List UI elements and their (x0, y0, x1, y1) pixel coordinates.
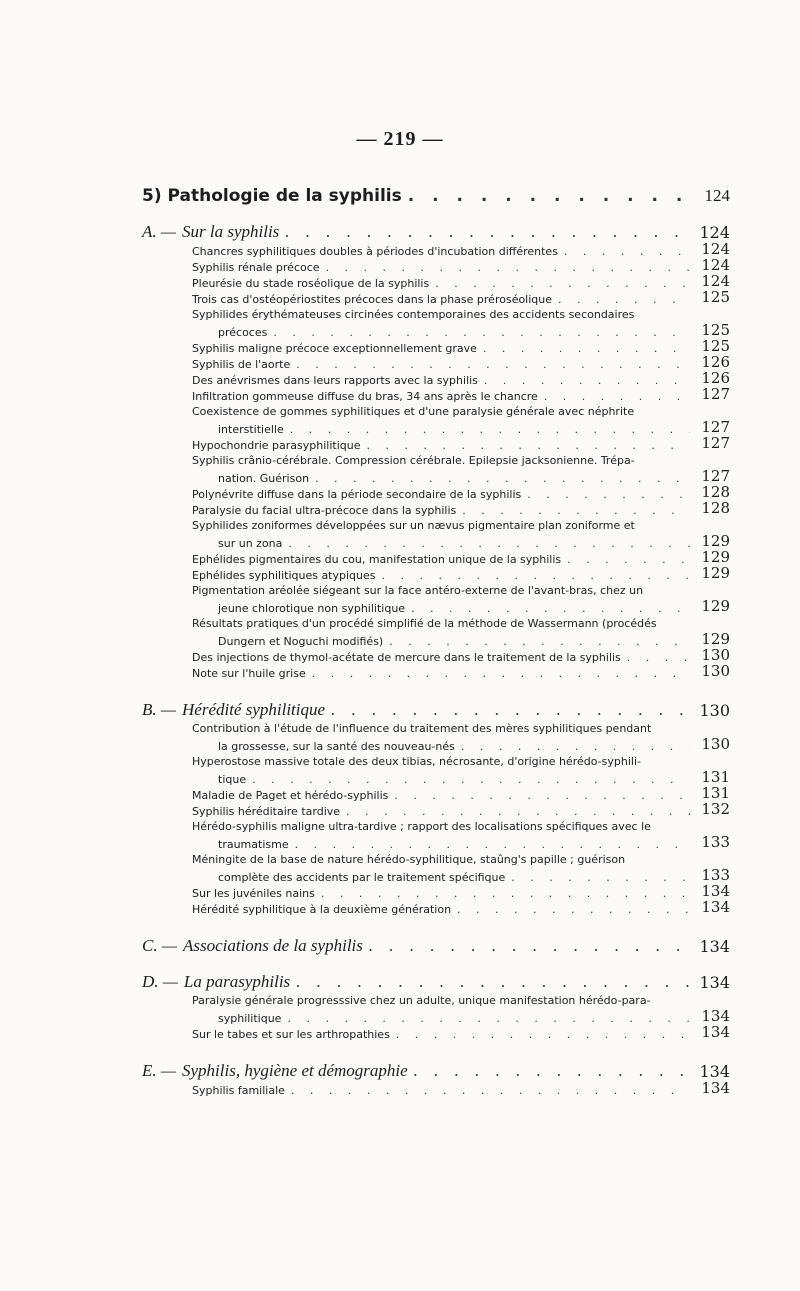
toc-entry (142, 290, 730, 306)
entry-text: Des injections de thymol-acétate de mercure dans le traitement de la syphilis (192, 651, 621, 664)
toc-entry (142, 615, 730, 648)
entry-line (192, 355, 730, 371)
section-name: La parasyphilis (183, 972, 291, 991)
entry-text: Sur le tabes et sur les arthropathies (192, 1028, 390, 1041)
section-name: Syphilis, hygiène et démographie (182, 1061, 408, 1080)
entry-page: 125 (701, 288, 730, 306)
entry-page: 124 (701, 272, 730, 290)
entry-page: 127 (701, 418, 730, 436)
section-letter: D. — (142, 972, 178, 991)
dot-leader (457, 903, 690, 916)
entry-page: 133 (701, 866, 730, 884)
dot-leader (295, 838, 690, 851)
entry-page: 134 (701, 1023, 730, 1041)
toc-entry (142, 387, 730, 403)
section-heading (142, 686, 730, 720)
toc-entry (142, 485, 730, 501)
entry-line (192, 534, 730, 550)
entry-text: traumatisme (218, 838, 289, 851)
toc-entry (142, 274, 730, 290)
entry-page: 129 (701, 532, 730, 550)
dot-leader (558, 293, 690, 306)
entry-line (192, 802, 730, 818)
entry-text: Syphilis héréditaire tardive (192, 805, 341, 818)
entry-text: tique (218, 773, 247, 786)
dot-leader (544, 390, 690, 403)
entry-line (192, 664, 730, 680)
sections-container (142, 208, 730, 1097)
entry-text: Paralysie générale progresssive chez un adulte, unique manifestation hérédo-para- (192, 994, 651, 1007)
toc-entry (142, 582, 730, 615)
entry-page: 132 (701, 800, 730, 818)
section-title (142, 222, 279, 242)
entry-page: 129 (701, 548, 730, 566)
dot-leader (321, 887, 690, 900)
entry-page: 128 (701, 499, 730, 517)
entry-text: Coexistence de gommes syphilitiques et d'une paralysie générale avec néphrite (192, 405, 635, 418)
entry-line (192, 436, 730, 452)
dot-leader (346, 805, 690, 818)
section-name: Sur la syphilis (182, 222, 280, 241)
entry-text: Sur les juvéniles nains (192, 887, 315, 900)
entry-text: Hérédo-syphilis maligne ultra-tardive ; rapport des localisations spécifiques avec le (192, 820, 651, 833)
entry-text: Syphilis familiale (192, 1084, 285, 1097)
entry-page: 127 (701, 467, 730, 485)
entry-line (192, 469, 730, 485)
dot-leader (414, 1061, 690, 1081)
dot-leader (461, 740, 690, 753)
entry-line (192, 290, 730, 306)
section-title (142, 1061, 408, 1081)
entry-text: Hypochondrie parasyphilitique (192, 439, 361, 452)
entry-line (192, 599, 730, 615)
dot-leader (484, 374, 690, 387)
toc-entry (142, 306, 730, 339)
dot-leader (285, 222, 690, 242)
entry-page: 129 (701, 597, 730, 615)
toc-entry (142, 992, 730, 1025)
section-name: Hérédité syphilitique (182, 700, 326, 719)
entry-page: 125 (701, 337, 730, 355)
entry-line (192, 868, 730, 884)
section-letter: E. — (142, 1061, 176, 1080)
dot-leader (627, 651, 690, 664)
toc-entry (142, 753, 730, 786)
table-of-contents (142, 176, 730, 1103)
toc-entry (142, 648, 730, 664)
toc-entry (142, 566, 730, 582)
toc-entry (142, 452, 730, 485)
entry-text: sur un zona (218, 537, 283, 550)
section-page: 134 (699, 1062, 730, 1081)
section-letter: C. — (142, 936, 177, 955)
toc-entry (142, 1025, 730, 1041)
entry-text: Note sur l'huile grise (192, 667, 306, 680)
entry-page: 124 (701, 240, 730, 258)
entry-text: Ephélides syphilitiques atypiques (192, 569, 376, 582)
section-letter: B. — (142, 700, 176, 719)
chapter-page: 124 (704, 186, 730, 205)
section-title (142, 936, 363, 956)
dot-leader (288, 537, 690, 550)
entry-line (192, 387, 730, 403)
dot-leader (312, 667, 690, 680)
entry-text: Polynévrite diffuse dans la période secondaire de la syphilis (192, 488, 522, 501)
entry-page: 128 (701, 483, 730, 501)
dot-leader (290, 423, 690, 436)
dot-leader (394, 789, 690, 802)
toc-entry (142, 371, 730, 387)
toc-entry (142, 1081, 730, 1097)
chapter-heading (142, 176, 730, 206)
chapter-title: 5) Pathologie de la syphilis (142, 186, 402, 206)
entry-page: 126 (701, 353, 730, 371)
dot-leader (527, 488, 690, 501)
entry-page: 133 (701, 833, 730, 851)
dot-leader (296, 358, 690, 371)
entry-text: Syphilis rénale précoce (192, 261, 320, 274)
dot-leader (462, 504, 690, 517)
dot-leader (483, 342, 690, 355)
entry-text: interstitielle (218, 423, 284, 436)
entry-line (192, 339, 730, 355)
section-heading (142, 922, 730, 956)
toc-entry (142, 355, 730, 371)
entry-text: la grossesse, sur la santé des nouveau-nés (218, 740, 455, 753)
entry-line (192, 566, 730, 582)
toc-entry (142, 517, 730, 550)
entry-line (192, 770, 730, 786)
toc-entry (142, 242, 730, 258)
entry-page: 130 (701, 735, 730, 753)
entry-line (192, 884, 730, 900)
entry-line (192, 648, 730, 664)
dot-leader (287, 1012, 690, 1025)
entry-page: 125 (701, 321, 730, 339)
entry-page: 131 (701, 768, 730, 786)
entry-line (192, 786, 730, 802)
section-title (142, 972, 290, 992)
entry-page: 130 (701, 662, 730, 680)
dot-leader (291, 1084, 690, 1097)
dot-leader (273, 326, 690, 339)
toc-entry (142, 403, 730, 436)
entry-text: Syphilides érythémateuses circinées contemporaines des accidents secondaires (192, 308, 635, 321)
entry-text: Pleurésie du stade roséolique de la syphilis (192, 277, 430, 290)
entry-text: Syphilis maligne précoce exceptionnellement grave (192, 342, 477, 355)
toc-entry (142, 818, 730, 851)
toc-entry (142, 550, 730, 566)
dot-leader (567, 553, 690, 566)
entry-line (192, 258, 730, 274)
entry-text: Dungern et Noguchi modifiés) (218, 635, 384, 648)
toc-entry (142, 851, 730, 884)
section-page: 124 (699, 223, 730, 242)
entry-line (192, 900, 730, 916)
entry-page: 131 (701, 784, 730, 802)
entry-text: Chancres syphilitiques doubles à périodes d'incubation différentes (192, 245, 558, 258)
entry-line (192, 371, 730, 387)
toc-entry (142, 802, 730, 818)
entry-page: 129 (701, 564, 730, 582)
section-page: 134 (699, 973, 730, 992)
dot-leader (331, 700, 690, 720)
dot-leader (396, 1028, 690, 1041)
entry-line (192, 1081, 730, 1097)
entry-page: 134 (701, 1079, 730, 1097)
entry-line (192, 737, 730, 753)
dot-leader (366, 439, 690, 452)
entry-page: 127 (701, 434, 730, 452)
entry-text: Résultats pratiques d'un procédé simplifié de la méthode de Wassermann (procédés (192, 617, 657, 630)
entry-line (192, 420, 730, 436)
toc-entry (142, 720, 730, 753)
entry-line (192, 1009, 730, 1025)
dot-leader (411, 602, 690, 615)
dot-leader (435, 277, 690, 290)
entry-page: 130 (701, 646, 730, 664)
toc-entry (142, 436, 730, 452)
toc-entry (142, 884, 730, 900)
entry-line (192, 835, 730, 851)
entry-page: 126 (701, 369, 730, 387)
dot-leader (511, 871, 690, 884)
toc-entry (142, 900, 730, 916)
entry-text: Paralysie du facial ultra-précoce dans la syphilis (192, 504, 457, 517)
entry-text: Ephélides pigmentaires du cou, manifestation unique de la syphilis (192, 553, 562, 566)
entry-page: 134 (701, 1007, 730, 1025)
dot-leader (315, 472, 690, 485)
entry-text: syphilitique (218, 1012, 282, 1025)
dot-leader (296, 972, 690, 992)
entry-page: 124 (701, 256, 730, 274)
section-letter: A. — (142, 222, 176, 241)
entry-page: 134 (701, 882, 730, 900)
entry-text: complète des accidents par le traitement spécifique (218, 871, 506, 884)
entry-text: jeune chlorotique non syphilitique (218, 602, 406, 615)
entry-text: nation. Guérison (218, 472, 310, 485)
dot-leader (408, 186, 690, 206)
entry-line (192, 501, 730, 517)
entry-text: Trois cas d'ostéopériostites précoces dans la phase préroséolique (192, 293, 553, 306)
dot-leader (382, 569, 691, 582)
entry-text: Contribution à l'étude de l'influence du traitement des mères syphilitiques pendant (192, 722, 652, 735)
section-title (142, 700, 325, 720)
entry-text: Syphilis de l'aorte (192, 358, 291, 371)
entry-text: Des anévrismes dans leurs rapports avec la syphilis (192, 374, 478, 387)
toc-entry (142, 501, 730, 517)
entry-line (192, 485, 730, 501)
toc-entry (142, 258, 730, 274)
toc-entry (142, 786, 730, 802)
section-name: Associations de la syphilis (182, 936, 363, 955)
dot-leader (389, 635, 690, 648)
entry-text: Pigmentation aréolée siégeant sur la face antéro-externe de l'avant-bras, chez un (192, 584, 644, 597)
entry-text: Syphilides zoniformes développées sur un nævus pigmentaire plan zoniforme et (192, 519, 635, 532)
entry-text: Hyperostose massive totale des deux tibias, nécrosante, d'origine hérédo-syphili- (192, 755, 641, 768)
section-page: 130 (699, 701, 730, 720)
entry-text: Hérédité syphilitique à la deuxième génération (192, 903, 452, 916)
entry-line (192, 242, 730, 258)
section-heading (142, 958, 730, 992)
entry-text: précoces (218, 326, 268, 339)
entry-text: Syphilis crânio-cérébrale. Compression cérébrale. Epilepsie jacksonienne. Trépa- (192, 454, 635, 467)
entry-text: Méningite de la base de nature hérédo-syphilitique, staûng's papille ; guérison (192, 853, 626, 866)
toc-entry (142, 339, 730, 355)
entry-page: 134 (701, 898, 730, 916)
entry-line (192, 274, 730, 290)
dot-leader (564, 245, 690, 258)
section-heading (142, 208, 730, 242)
entry-line (192, 1025, 730, 1041)
entry-line (192, 632, 730, 648)
dot-leader (252, 773, 690, 786)
section-page: 134 (699, 937, 730, 956)
entry-page: 129 (701, 630, 730, 648)
section-heading (142, 1047, 730, 1081)
entry-line (192, 323, 730, 339)
page-number: — 219 — (356, 128, 444, 150)
entry-line (192, 550, 730, 566)
entry-page: 127 (701, 385, 730, 403)
entry-text: Maladie de Paget et hérédo-syphilis (192, 789, 389, 802)
entry-text: Infiltration gommeuse diffuse du bras, 34 ans après le chancre (192, 390, 538, 403)
dot-leader (326, 261, 690, 274)
dot-leader (369, 936, 690, 956)
toc-entry (142, 664, 730, 680)
